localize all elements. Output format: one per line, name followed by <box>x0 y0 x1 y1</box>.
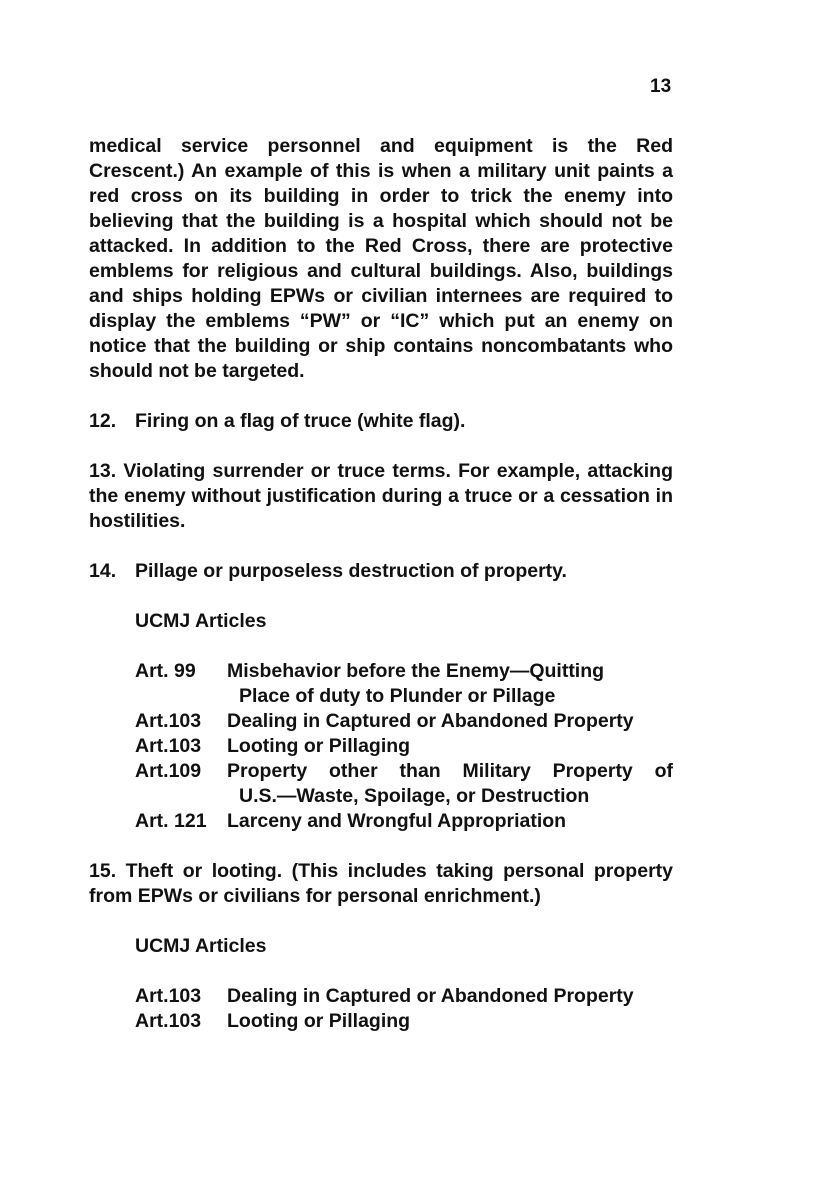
item-15-articles-list <box>135 984 673 1034</box>
item-13-number: 13. <box>89 460 117 482</box>
page-number: 13 <box>650 76 672 97</box>
article-description: Misbehavior before the Enemy—Quitting <box>227 660 605 682</box>
item-14-ucmj-heading: UCMJ Articles <box>135 610 267 632</box>
article-row <box>135 709 673 734</box>
item-12-number: 12. <box>89 410 117 432</box>
article-number: Art. 99 <box>135 660 196 682</box>
article-description: Dealing in Captured or Abandoned Property <box>227 710 634 732</box>
article-number: Art.103 <box>135 985 202 1007</box>
item-14-articles-list <box>135 659 673 834</box>
item-13-text: Violating surrender or truce terms. For example, attacking the enemy without justification during a truce or a cessation in hostilities. <box>89 460 674 532</box>
page-body <box>89 134 673 1059</box>
item-15 <box>89 859 673 909</box>
item-14 <box>89 559 673 584</box>
article-row <box>135 734 673 759</box>
article-description: Property other than Military Property of <box>227 760 673 782</box>
article-number: Art.103 <box>135 1010 202 1032</box>
item-14-number: 14. <box>89 560 117 582</box>
item-12-text: Firing on a flag of truce (white flag). <box>135 410 466 432</box>
item-15-ucmj-heading: UCMJ Articles <box>135 935 267 957</box>
item-13 <box>89 459 673 534</box>
article-row <box>135 984 673 1009</box>
article-description: Looting or Pillaging <box>227 1010 411 1032</box>
item-14-text: Pillage or purposeless destruction of property. <box>135 560 567 582</box>
article-number: Art. 121 <box>135 810 207 832</box>
article-number: Art.103 <box>135 735 202 757</box>
intro-paragraph: medical service personnel and equipment is the Red Crescent.) An example of this is when a military unit paints a red cross on its building in order to trick the enemy into believing that the building is a hospital which should not be attacked. In addition to the Red Cross, there are protective emblems for religious and cultural buildings. Also, buildings and ships holding EPWs or civilian internees are required to display the emblems “PW” or “IC” which put an enemy on notice that the building or ship contains noncombatants who should not be targeted. <box>89 135 673 382</box>
item-15-number: 15. <box>89 860 117 882</box>
item-12 <box>89 409 673 434</box>
article-description-continued: U.S.—Waste, Spoilage, or Destruction <box>239 785 590 807</box>
article-row <box>135 1009 673 1034</box>
article-row <box>135 809 673 834</box>
article-description: Looting or Pillaging <box>227 735 411 757</box>
article-number: Art.109 <box>135 760 202 782</box>
item-15-text: Theft or looting. (This includes taking personal property from EPWs or civilians for personal enrichment.) <box>89 860 673 907</box>
article-description-continued: Place of duty to Plunder or Pillage <box>239 685 556 707</box>
article-description: Larceny and Wrongful Appropriation <box>227 810 567 832</box>
article-number: Art.103 <box>135 710 202 732</box>
article-description: Dealing in Captured or Abandoned Property <box>227 985 634 1007</box>
article-row <box>135 659 673 684</box>
article-row <box>135 759 673 784</box>
